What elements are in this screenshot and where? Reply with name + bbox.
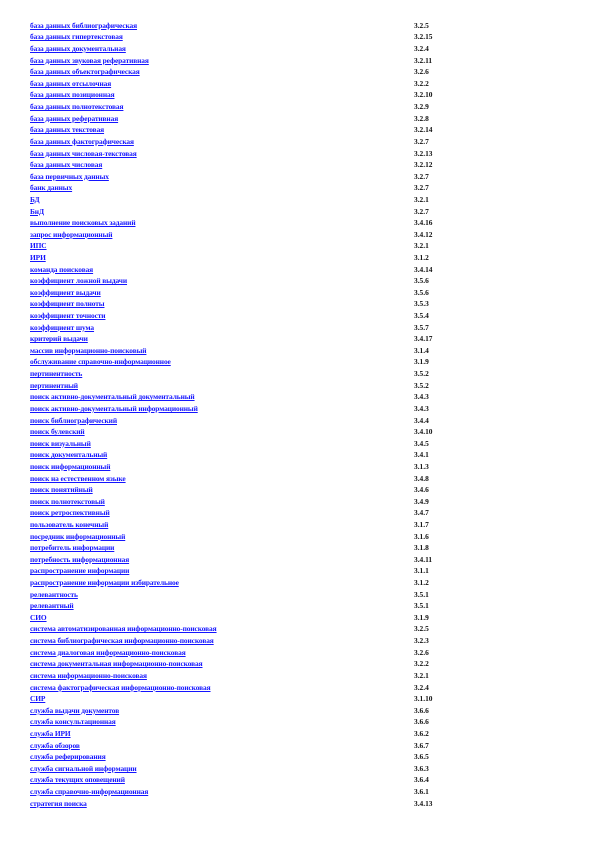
index-term-link[interactable]: СИР: [30, 694, 46, 704]
index-term-link[interactable]: система библиографическая информационно-поисковая: [30, 636, 214, 646]
index-entry: [30, 379, 480, 391]
index-term-link[interactable]: база данных фактографическая: [30, 136, 134, 146]
index-entry: [30, 449, 480, 461]
index-entry: [30, 565, 480, 577]
index-entry: [30, 136, 480, 148]
index-term-link[interactable]: ИРИ: [30, 252, 46, 262]
index-reference-number: 3.6.2: [414, 728, 429, 738]
index-entry: [30, 577, 480, 589]
index-reference-number: 3.4.11: [414, 554, 433, 564]
index-entry: [30, 170, 480, 182]
index-entry: [30, 89, 480, 101]
index-term-link[interactable]: система фактографическая информационно-поисковая: [30, 682, 211, 692]
index-reference-number: 3.5.6: [414, 287, 429, 297]
index-term-link[interactable]: база данных отсылочная: [30, 78, 112, 88]
index-reference-number: 3.2.3: [414, 636, 429, 646]
index-term-link[interactable]: массив информационно-поисковый: [30, 345, 147, 355]
index-entry: [30, 461, 480, 473]
index-entry: [30, 31, 480, 43]
index-reference-number: 3.1.10: [414, 694, 433, 704]
index-term-link[interactable]: БД: [30, 194, 40, 204]
index-entry: [30, 646, 480, 658]
index-reference-number: 3.2.1: [414, 194, 429, 204]
index-reference-number: 3.2.2: [414, 78, 429, 88]
index-reference-number: 3.1.9: [414, 357, 429, 367]
index-term-link[interactable]: коэффициент полноты: [30, 299, 105, 309]
index-entry: [30, 240, 480, 252]
index-reference-number: 3.2.7: [414, 171, 429, 181]
index-term-link[interactable]: служба ИРИ: [30, 728, 71, 738]
index-entry: [30, 205, 480, 217]
index-term-link[interactable]: служба справочно-информационная: [30, 787, 149, 797]
index-entry: [30, 507, 480, 519]
index-term-link[interactable]: коэффициент ложной выдачи: [30, 276, 128, 286]
index-term-link[interactable]: база данных библиографическая: [30, 20, 138, 30]
index-entry: [30, 612, 480, 624]
index-term-link[interactable]: система автоматизированная информационно-поисковая: [30, 624, 217, 634]
index-term-link[interactable]: служба выдачи документов: [30, 705, 120, 715]
index-term-link[interactable]: пертинентность: [30, 369, 83, 379]
index-reference-number: 3.2.6: [414, 67, 429, 77]
index-reference-number: 3.2.5: [414, 624, 429, 634]
index-term-link[interactable]: поиск информационный: [30, 461, 111, 471]
index-reference-number: 3.1.2: [414, 252, 429, 262]
index-term-link[interactable]: коэффициент шума: [30, 322, 95, 332]
index-entry: [30, 495, 480, 507]
index-term-link[interactable]: поиск визуальный: [30, 438, 91, 448]
index-reference-number: 3.2.6: [414, 647, 429, 657]
term-index-list: [30, 20, 480, 809]
index-reference-number: 3.5.6: [414, 276, 429, 286]
index-entry: [30, 472, 480, 484]
index-term-link[interactable]: поиск активно-документальный документальный: [30, 392, 195, 402]
index-term-link[interactable]: база данных объектографическая: [30, 67, 140, 77]
index-entry: [30, 391, 480, 403]
index-term-link[interactable]: СИО: [30, 612, 47, 622]
index-entry: [30, 437, 480, 449]
index-reference-number: 3.2.10: [414, 90, 433, 100]
index-entry: [30, 414, 480, 426]
index-reference-number: 3.2.1: [414, 670, 429, 680]
index-term-link[interactable]: база первичных данных: [30, 171, 109, 181]
index-entry: [30, 786, 480, 798]
index-term-link[interactable]: БнД: [30, 206, 44, 216]
index-entry: [30, 484, 480, 496]
index-entry: [30, 112, 480, 124]
index-entry: [30, 519, 480, 531]
index-term-link[interactable]: поиск на естественном языке: [30, 473, 126, 483]
index-term-link[interactable]: пользователь конечный: [30, 520, 109, 529]
index-reference-number: 3.4.8: [414, 473, 429, 483]
index-entry: [30, 530, 480, 542]
index-entry: [30, 159, 480, 171]
index-reference-number: 3.4.10: [414, 427, 433, 437]
index-entry: [30, 147, 480, 159]
index-reference-number: 3.6.5: [414, 752, 429, 762]
index-term-link[interactable]: ИПС: [30, 241, 47, 251]
index-entry: [30, 287, 480, 299]
index-entry: [30, 298, 480, 310]
index-reference-number: 3.2.15: [414, 32, 433, 42]
index-reference-number: 3.4.4: [414, 415, 429, 425]
index-entry: [30, 797, 480, 809]
index-reference-number: 3.5.3: [414, 299, 429, 309]
index-entry: [30, 681, 480, 693]
index-reference-number: 3.6.6: [414, 705, 429, 715]
index-term-link[interactable]: служба реферирования: [30, 752, 106, 762]
index-term-link[interactable]: коэффициент точности: [30, 311, 106, 321]
index-term-link[interactable]: база данных текстовая: [30, 125, 105, 135]
index-term-link[interactable]: команда поисковая: [30, 264, 94, 274]
index-reference-number: 3.4.7: [414, 508, 429, 518]
index-entry: [30, 310, 480, 322]
index-reference-number: 3.2.11: [414, 55, 433, 65]
index-entry: [30, 54, 480, 66]
index-reference-number: 3.5.2: [414, 369, 429, 379]
index-reference-number: 3.4.3: [414, 392, 429, 402]
index-entry: [30, 345, 480, 357]
index-reference-number: 3.5.7: [414, 322, 429, 332]
index-term-link[interactable]: релевантный: [30, 601, 74, 611]
index-term-link[interactable]: критерий выдачи: [30, 334, 88, 344]
index-term-link[interactable]: посредник информационный: [30, 531, 126, 541]
index-entry: [30, 275, 480, 287]
index-reference-number: 3.4.5: [414, 438, 429, 448]
index-reference-number: 3.2.7: [414, 136, 429, 146]
index-reference-number: 3.4.1: [414, 450, 429, 460]
index-entry: [30, 716, 480, 728]
index-entry: [30, 101, 480, 113]
index-term-link[interactable]: поиск полнотекстовый: [30, 496, 105, 506]
index-term-link[interactable]: система диалоговая информационно-поисковая: [30, 647, 186, 657]
index-entry: [30, 670, 480, 682]
index-entry: [30, 194, 480, 206]
index-reference-number: 3.1.8: [414, 543, 429, 553]
index-reference-number: 3.1.1: [414, 566, 429, 576]
index-entry: [30, 333, 480, 345]
index-entry: [30, 263, 480, 275]
index-entry: [30, 728, 480, 740]
index-term-link[interactable]: поиск библиографический: [30, 415, 117, 425]
index-reference-number: 3.6.7: [414, 740, 429, 750]
index-entry: [30, 693, 480, 705]
index-entry: [30, 368, 480, 380]
index-entry: [30, 774, 480, 786]
index-reference-number: 3.4.13: [414, 798, 433, 808]
index-entry: [30, 658, 480, 670]
index-term-link[interactable]: база данных числовая: [30, 160, 103, 170]
index-reference-number: 3.2.14: [414, 125, 433, 135]
index-entry: [30, 78, 480, 90]
index-term-link[interactable]: распространение информации избирательное: [30, 578, 179, 588]
index-term-link[interactable]: поиск булевский: [30, 427, 85, 437]
index-reference-number: 3.2.8: [414, 113, 429, 123]
index-reference-number: 3.1.7: [414, 520, 429, 529]
index-entry: [30, 751, 480, 763]
index-term-link[interactable]: служба консультационная: [30, 717, 116, 727]
index-term-link[interactable]: поиск ретроспективный: [30, 508, 110, 518]
index-term-link[interactable]: база данных реферативная: [30, 113, 119, 123]
index-term-link[interactable]: обслуживание справочно-информационное: [30, 357, 171, 367]
index-term-link[interactable]: стратегия поиска: [30, 798, 87, 808]
index-term-link[interactable]: поиск активно-документальный информационный: [30, 403, 198, 413]
index-reference-number: 3.6.6: [414, 717, 429, 727]
index-reference-number: 3.4.16: [414, 218, 433, 228]
index-reference-number: 3.2.4: [414, 44, 429, 54]
index-entry: [30, 623, 480, 635]
index-reference-number: 3.2.13: [414, 148, 433, 158]
index-term-link[interactable]: коэффициент выдачи: [30, 287, 101, 297]
index-reference-number: 3.5.1: [414, 589, 429, 599]
index-reference-number: 3.6.3: [414, 763, 429, 773]
index-term-link[interactable]: распространение информации: [30, 566, 130, 576]
index-entry: [30, 554, 480, 566]
index-entry: [30, 66, 480, 78]
index-reference-number: 3.2.9: [414, 102, 429, 112]
index-reference-number: 3.5.2: [414, 380, 429, 390]
index-reference-number: 3.2.7: [414, 183, 429, 193]
index-entry: [30, 43, 480, 55]
index-term-link[interactable]: база данных позиционная: [30, 90, 115, 100]
index-reference-number: 3.4.3: [414, 403, 429, 413]
index-reference-number: 3.2.7: [414, 206, 429, 216]
index-term-link[interactable]: релевантность: [30, 589, 78, 599]
index-entry: [30, 321, 480, 333]
index-reference-number: 3.6.4: [414, 775, 429, 785]
index-reference-number: 3.2.5: [414, 20, 429, 30]
index-term-link[interactable]: банк данных: [30, 183, 73, 193]
index-reference-number: 3.2.12: [414, 160, 433, 170]
index-entry: [30, 704, 480, 716]
index-term-link[interactable]: база данных звуковая реферативная: [30, 55, 149, 65]
index-entry: [30, 600, 480, 612]
index-term-link[interactable]: выполнение поисковых заданий: [30, 218, 136, 228]
index-entry: [30, 252, 480, 264]
index-entry: [30, 403, 480, 415]
index-term-link[interactable]: система информационно-поисковая: [30, 670, 147, 680]
index-entry: [30, 228, 480, 240]
index-reference-number: 3.4.14: [414, 264, 433, 274]
index-entry: [30, 635, 480, 647]
index-reference-number: 3.1.4: [414, 345, 429, 355]
index-term-link[interactable]: база данных числовая-текстовая: [30, 148, 137, 158]
index-reference-number: 3.4.12: [414, 229, 433, 239]
index-term-link[interactable]: система документальная информационно-поисковая: [30, 659, 203, 669]
index-reference-number: 3.2.2: [414, 659, 429, 669]
index-term-link[interactable]: служба обзоров: [30, 740, 80, 750]
index-entry: [30, 20, 480, 32]
index-reference-number: 3.1.6: [414, 531, 429, 541]
index-term-link[interactable]: поиск документальный: [30, 450, 108, 460]
index-reference-number: 3.4.17: [414, 334, 433, 344]
index-reference-number: 3.4.6: [414, 485, 429, 495]
index-reference-number: 3.1.2: [414, 578, 429, 588]
index-entry: [30, 217, 480, 229]
index-term-link[interactable]: база данных полнотекстовая: [30, 102, 124, 112]
index-term-link[interactable]: база данных документальная: [30, 44, 126, 54]
index-entry: [30, 542, 480, 554]
index-reference-number: 3.2.4: [414, 682, 429, 692]
index-entry: [30, 739, 480, 751]
index-term-link[interactable]: служба сигнальной информации: [30, 763, 137, 773]
index-term-link[interactable]: база данных гипертекстовая: [30, 32, 123, 42]
index-term-link[interactable]: потребитель информации: [30, 543, 115, 553]
index-term-link[interactable]: пертинентный: [30, 380, 78, 390]
index-reference-number: 3.1.9: [414, 612, 429, 622]
index-term-link[interactable]: потребность информационная: [30, 554, 130, 564]
index-reference-number: 3.1.3: [414, 461, 429, 471]
index-reference-number: 3.2.1: [414, 241, 429, 251]
index-entry: [30, 356, 480, 368]
index-entry: [30, 588, 480, 600]
index-entry: [30, 182, 480, 194]
index-reference-number: 3.5.1: [414, 601, 429, 611]
index-entry: [30, 763, 480, 775]
index-term-link[interactable]: служба текущих оповещений: [30, 775, 125, 785]
index-reference-number: 3.4.9: [414, 496, 429, 506]
index-entry: [30, 426, 480, 438]
index-reference-number: 3.5.4: [414, 311, 429, 321]
index-term-link[interactable]: поиск понятийный: [30, 485, 93, 495]
index-term-link[interactable]: запрос информационный: [30, 229, 113, 239]
index-entry: [30, 124, 480, 136]
index-reference-number: 3.6.1: [414, 787, 429, 797]
